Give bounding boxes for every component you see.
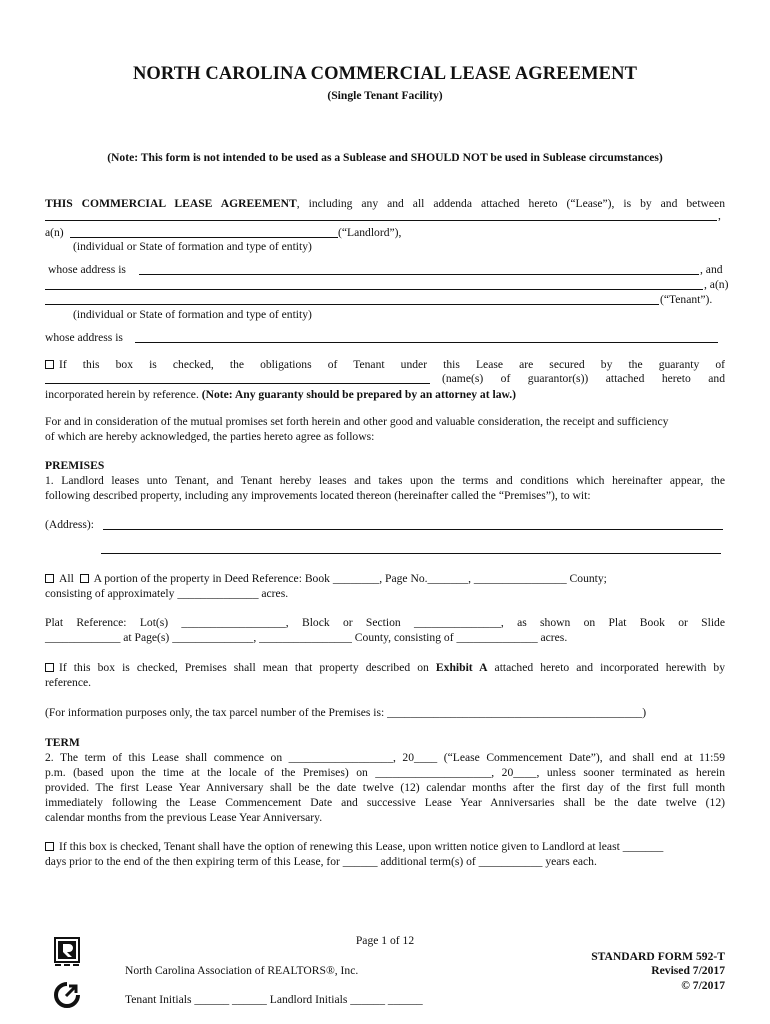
page-number: Page 1 of 12 [355,934,415,947]
an-prefix: a(n) [45,226,64,239]
consideration-line-2: of which are hereby acknowledged, the parties hereto agree as follows: [45,430,375,443]
plat-line-2: _____________ at Page(s) ______________, ________________ County, consisting of ______________ acres. [45,631,568,644]
renewal-line-1: If this box is checked, Tenant shall have the option of renewing this Lease, upon written notice given to Landlord at least _______ [45,839,725,854]
document-subtitle: (Single Tenant Facility) [327,89,443,102]
copyright: © 7/2017 [681,979,725,992]
revised-date: Revised 7/2017 [651,964,725,977]
tenant-entity-blank[interactable] [45,304,659,305]
premises-line-1: 1. Landlord leases unto Tenant, and Tenant hereby leases and takes upon the terms and conditions which hereinafter appear, the [45,474,725,487]
plat-line-1: Plat Reference: Lot(s) __________________, Block or Section _______________, as shown on Plat Book or Slide [45,616,725,629]
guaranty-line-3: incorporated herein by reference. (Note: Any guaranty should be prepared by an attorney at law.) [45,388,516,401]
premises-heading: PREMISES [45,459,105,472]
term-line-3: provided. The first Lease Year Anniversary shall be the date twelve (12) calendar months after the first day of the first full month [45,781,725,794]
renewal-checkbox[interactable] [45,842,54,851]
guaranty-line-2: (name(s) of guarantor(s)) attached hereto and [442,372,725,385]
guarantor-blank[interactable] [45,383,430,384]
term-line-5: calendar months from the previous Lease Year Anniversary. [45,811,323,824]
guaranty-checkbox[interactable] [45,360,54,369]
guaranty-line-1: If this box is checked, the obligations of Tenant under this Lease are secured by the guaranty of [45,357,725,372]
landlord-entity-blank[interactable] [70,237,338,238]
tenant-name-blank[interactable] [45,289,703,290]
entity-note-2: (individual or State of formation and type of entity) [73,308,312,321]
portion-checkbox[interactable] [80,574,89,583]
term-heading: TERM [45,736,80,749]
exhibit-line-1: If this box is checked, Premises shall mean that property described on Exhibit A attached hereto and incorporated herewith by [45,660,725,675]
tenant-label: (“Tenant”). [660,293,713,306]
consideration-line-1: For and in consideration of the mutual promises set forth herein and other good and valuable consideration, the receipt and sufficiency [45,415,669,428]
document-title: NORTH CAROLINA COMMERCIAL LEASE AGREEMENT [132,64,638,84]
tax-parcel-line: (For information purposes only, the tax parcel number of the Premises is: ____________________________________________) [45,706,647,719]
party-name-blank-1[interactable] [45,220,717,221]
initials-line: Tenant Initials ______ ______ Landlord Initials ______ ______ [125,993,423,1006]
association-name: North Carolina Association of REALTORS®, Inc. [125,964,359,977]
landlord-address-blank[interactable] [139,274,699,275]
acres-line: consisting of approximately ______________ acres. [45,587,289,600]
whose-address-label-2: whose address is [45,331,123,344]
form-number: STANDARD FORM 592-T [591,950,725,963]
and-text: , and [700,263,723,276]
whose-address-label-1: whose address is [48,263,126,276]
an-suffix: , a(n) [704,278,729,291]
exhibit-checkbox[interactable] [45,663,54,672]
portion-line: All A portion of the property in Deed Reference: Book ________, Page No._______, ________________ County; [45,571,725,586]
term-line-4: immediately following the Lease Commencement Date and successive Lease Year Anniversaries shall be the date twelve (12) [45,796,725,809]
all-checkbox[interactable] [45,574,54,583]
intro-line: THIS COMMERCIAL LEASE AGREEMENT, including any and all addenda attached hereto (“Lease”), is by and between [45,197,725,210]
exhibit-line-2: reference. [45,676,92,689]
premises-address-blank-1[interactable] [103,529,723,530]
entity-note-1: (individual or State of formation and type of entity) [73,240,312,253]
premises-address-blank-2[interactable] [101,553,721,554]
term-line-2: p.m. (based upon the time at the locale of the Premises) on ____________________, 20____, unless sooner terminated as herein [45,766,725,779]
sublease-note: (Note: This form is not intended to be used as a Sublease and SHOULD NOT be used in Sublease circumstances) [107,151,663,164]
tenant-address-blank[interactable] [135,342,718,343]
landlord-label: (“Landlord”), [338,226,402,239]
address-label: (Address): [45,518,94,531]
term-line-1: 2. The term of this Lease shall commence on __________________, 20____ (“Lease Commencement Date”), and shall end at 11:59 [45,751,725,764]
renewal-line-2: days prior to the end of the then expiring term of this Lease, for ______ additional term(s) of ___________ years each. [45,855,597,868]
equal-housing-icon [54,982,80,1008]
premises-line-2: following described property, including any improvements located thereon (hereinafter called the “Premises”), to wit: [45,489,591,502]
